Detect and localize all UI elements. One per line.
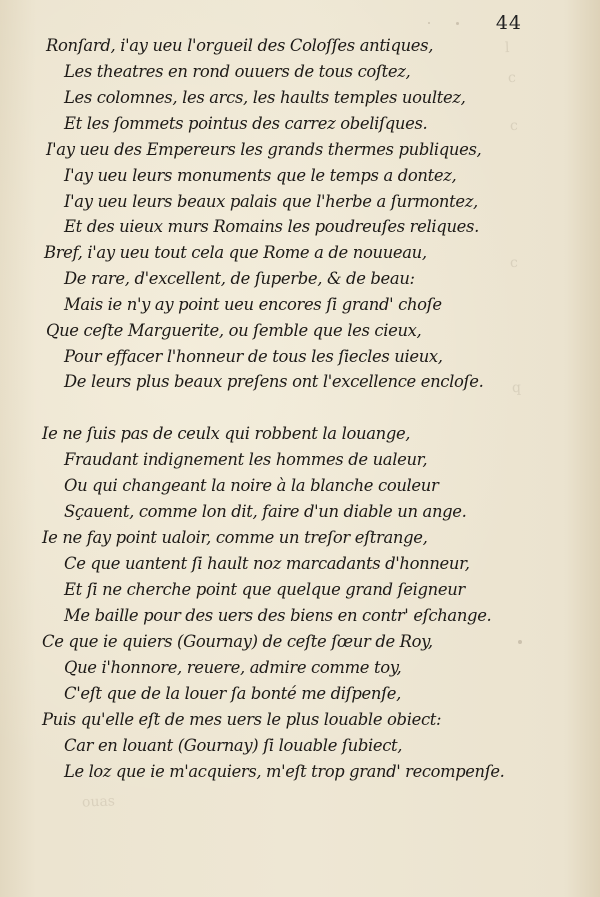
verse-line: Et ſi ne cherche point que quelque grand ſeigneur	[64, 580, 465, 599]
verse-line: I'ay ueu leurs monuments que le temps a dontez,	[64, 166, 457, 185]
page-number: 44	[495, 12, 522, 34]
show-through-text: q	[511, 379, 522, 397]
show-through-text: c	[507, 69, 517, 87]
verse-line: Mais ie n'y ay point ueu encores ſi grand' choſe	[64, 295, 442, 314]
verse-line: Ie ne ſuis pas de ceulx qui robbent la louange,	[42, 424, 411, 443]
verse-line: Car en louant (Gournay) ſi louable ſubiect,	[64, 736, 403, 755]
verse-line: Ce que uantent ſi hault noz marcadants d'honneur,	[64, 554, 470, 573]
verse-line: Me baille pour des uers des biens en contr' eſchange.	[64, 606, 492, 625]
verse-line: Pour effacer l'honneur de tous les ſiecles uieux,	[64, 347, 443, 366]
show-through-text: ouas	[81, 793, 116, 811]
verse-line: C'eſt que de la louer ſa bonté me diſpenſe,	[64, 684, 401, 703]
verse-line: Et des uieux murs Romains les poudreuſes reliques.	[64, 217, 479, 236]
show-through-text: c	[509, 117, 519, 135]
verse-line: Les theatres en rond ouuers de tous coſtez,	[64, 62, 411, 81]
show-through-text: c	[509, 254, 519, 272]
verse-line: Sçauent, comme lon dit, faire d'un diable un ange.	[64, 502, 467, 521]
verse-line: Les colomnes, les arcs, les haults temples uoultez,	[64, 88, 466, 107]
verse-line: Et les ſommets pointus des carrez obeliſques.	[64, 114, 428, 133]
verse-line: Le loz que ie m'acquiers, m'eſt trop grand' recompenſe.	[64, 762, 505, 781]
verse-line: Ce que ie quiers (Gournay) de ceſte ſœur de Roy,	[42, 632, 433, 651]
show-through-text: l	[504, 39, 510, 57]
verse-line: Que ceſte Marguerite, ou ſemble que les cieux,	[46, 321, 422, 340]
verse-line: Puis qu'elle eſt de mes uers le plus louable obiect:	[42, 710, 442, 729]
verse-line: De rare, d'excellent, de ſuperbe, & de beau:	[64, 269, 415, 288]
verse-line: Ronſard, i'ay ueu l'orgueil des Coloſſes antiques,	[46, 36, 434, 55]
verse-line: I'ay ueu des Empereurs les grands thermes publiques,	[46, 140, 482, 159]
verse-line: Ie ne fay point ualoir, comme un treſor eſtrange,	[42, 528, 428, 547]
verse-line: Que i'honnore, reuere, admire comme toy,	[64, 658, 402, 677]
verse-line: Bref, i'ay ueu tout cela que Rome a de nouueau,	[44, 243, 427, 262]
verse-line: Fraudant indignement les hommes de ualeur,	[64, 450, 428, 469]
verse-line: De leurs plus beaux preſens ont l'excellence encloſe.	[64, 372, 484, 391]
verse-line: Ou qui changeant la noire à la blanche couleur	[64, 476, 439, 495]
verse-line: I'ay ueu leurs beaux palais que l'herbe a ſurmontez,	[64, 192, 478, 211]
